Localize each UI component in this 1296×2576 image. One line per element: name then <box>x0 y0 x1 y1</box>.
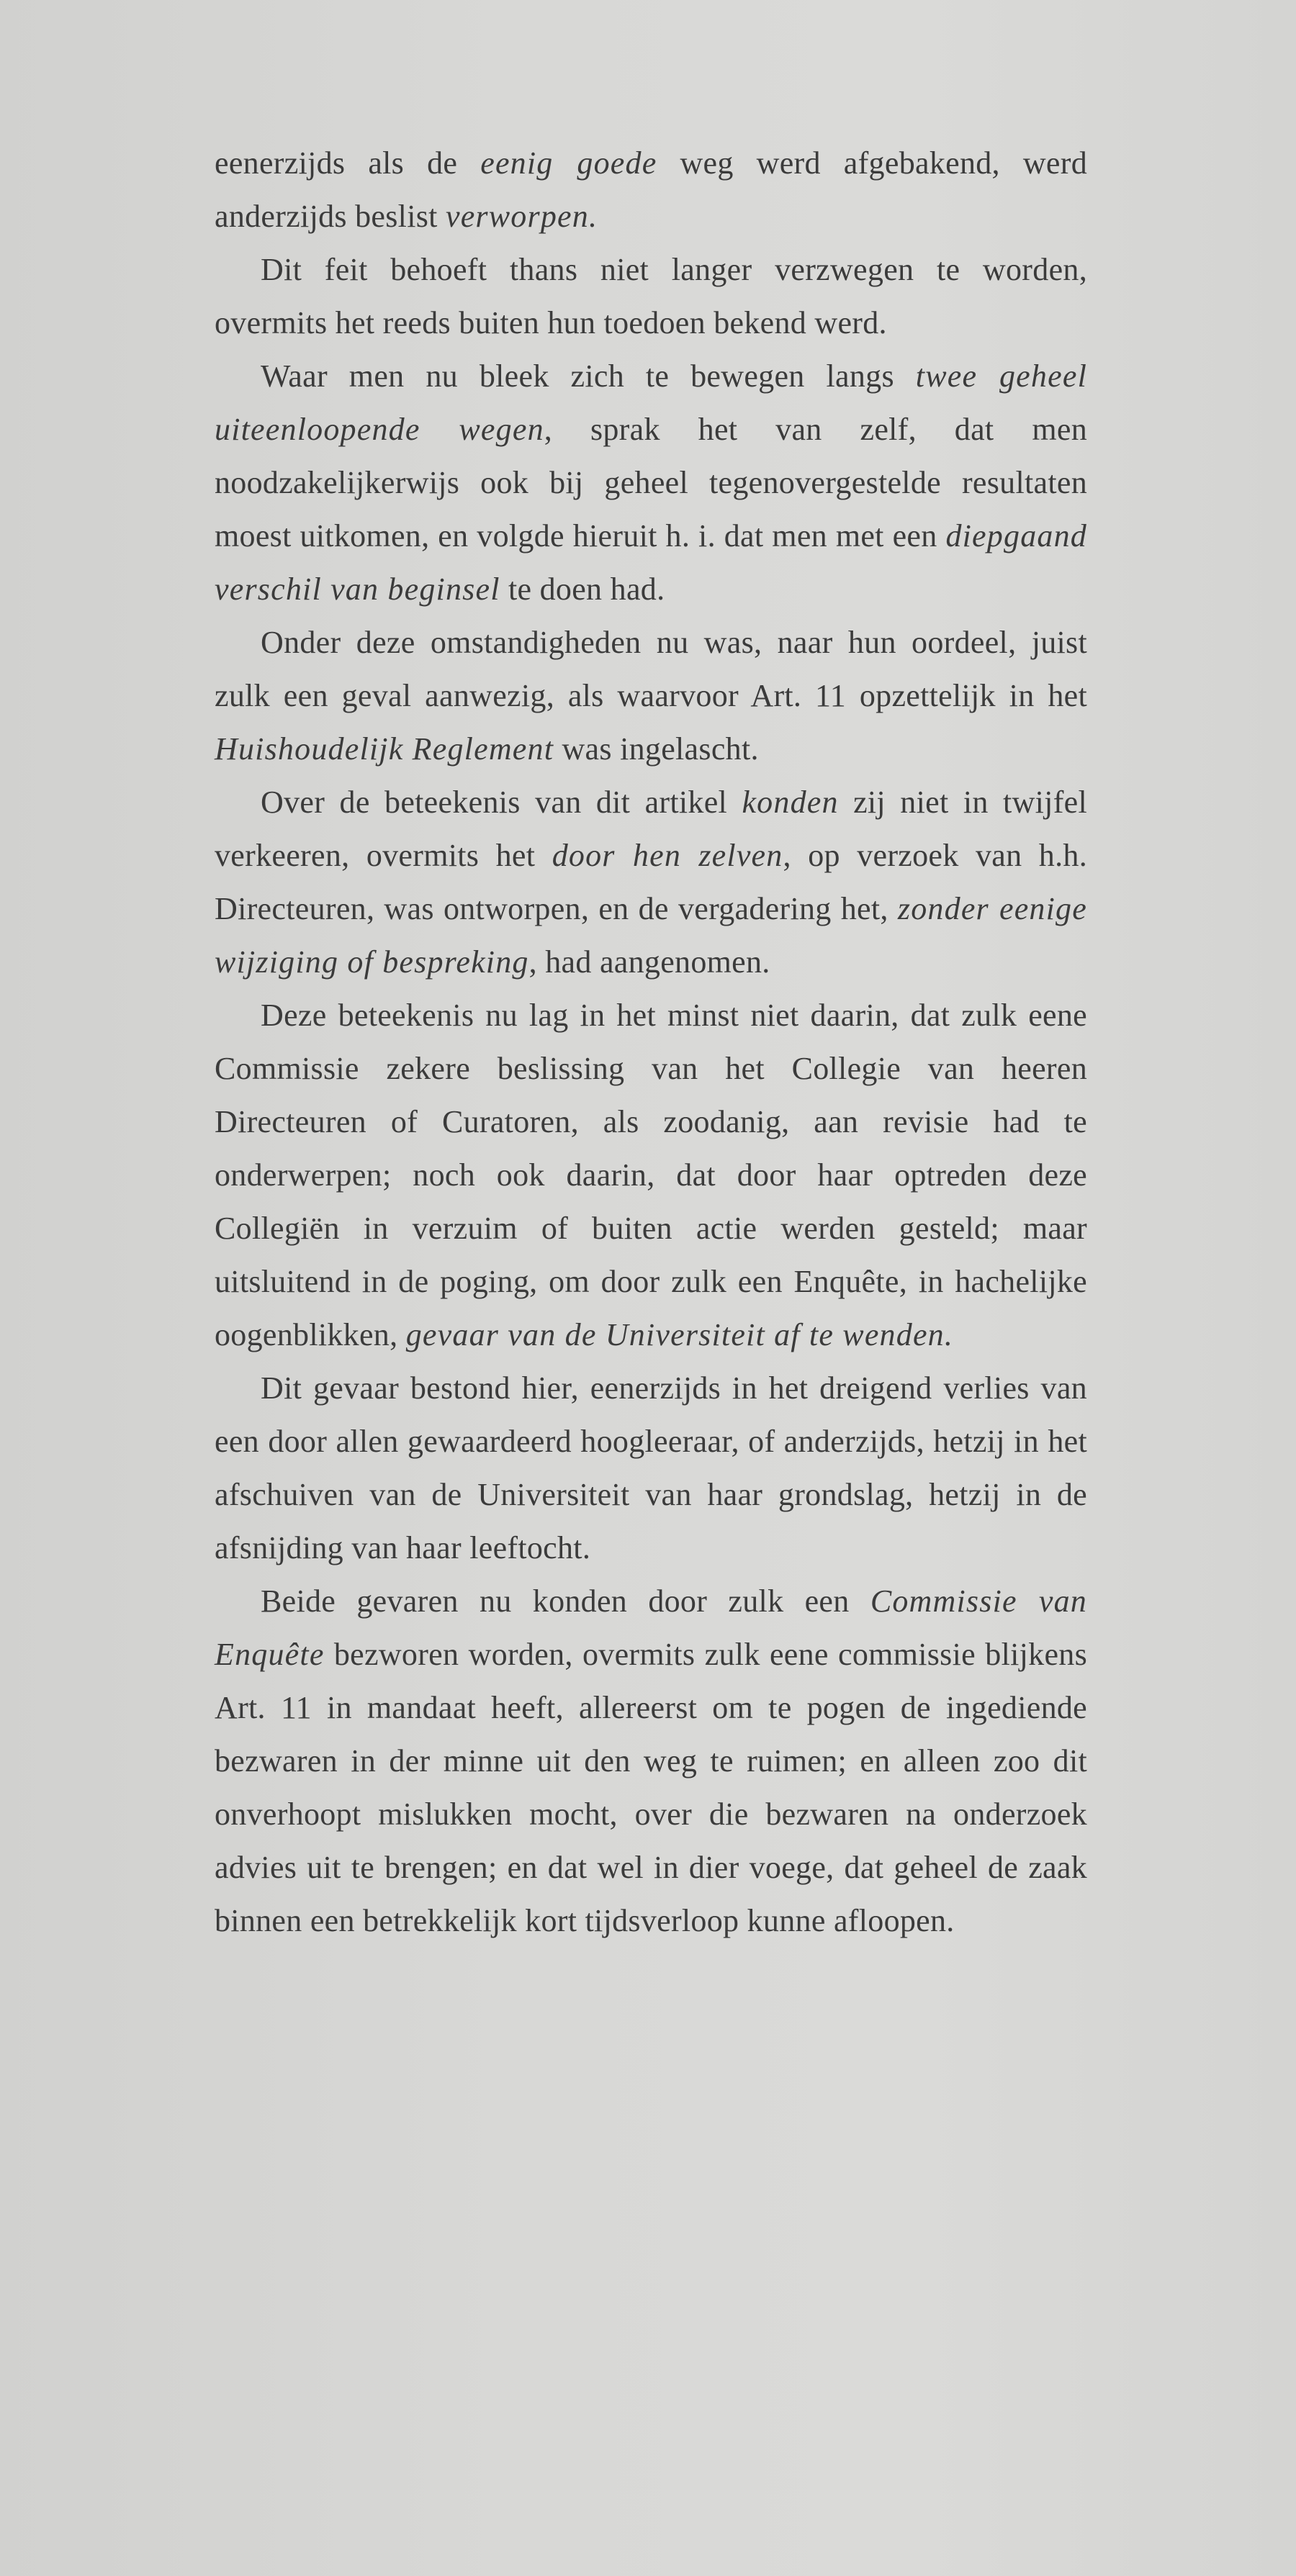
text-segment: Waar men nu bleek zich te bewegen langs <box>261 358 916 394</box>
paragraph-5 <box>215 776 1087 989</box>
text-segment: Dit feit behoeft thans niet langer verzwegen te worden, overmits het reeds buiten hun toedoen bekend werd. <box>215 252 1087 340</box>
italic-segment: verworpen. <box>445 199 598 234</box>
text-segment: , had aangenomen. <box>528 944 770 980</box>
italic-segment: eenig goede <box>480 145 657 181</box>
italic-segment: twee geheel uiteenloopende wegen <box>215 358 1087 447</box>
text-segment: Over de beteekenis van dit artikel <box>261 785 742 820</box>
body-text <box>215 137 1087 1948</box>
text-segment: weg werd afgebakend, werd anderzijds beslist <box>215 145 1087 234</box>
italic-segment: Huishoudelijk Reglement <box>215 731 554 767</box>
paragraph-1 <box>215 137 1087 243</box>
paragraph-6 <box>215 989 1087 1362</box>
italic-segment: door hen zelven <box>552 838 783 873</box>
italic-segment: gevaar van de Universiteit af te wenden. <box>405 1317 954 1352</box>
italic-segment: zonder eenige wijziging of bespreking <box>215 891 1087 980</box>
text-segment: zij niet in twijfel verkeeren, overmits het <box>215 785 1087 873</box>
italic-segment: Commissie van Enquête <box>215 1583 1087 1672</box>
paragraph-7 <box>215 1362 1087 1575</box>
text-segment: bezworen worden, overmits zulk eene commissie blijkens Art. 11 in mandaat heeft, allereerst om te pogen de ingediende bezwaren in der minne uit den weg te ruimen; en alleen zoo dit onverhoopt mislukken mocht, over die bezwaren na onderzoek advies uit te brengen; en dat wel in dier voege, dat geheel de zaak binnen een betrekkelijk kort tijdsverloop kunne afloopen. <box>215 1637 1087 1938</box>
paragraph-4 <box>215 616 1087 776</box>
italic-segment: konden <box>742 785 839 820</box>
text-segment: Beide gevaren nu konden door zulk een <box>261 1583 870 1619</box>
text-segment: Dit gevaar bestond hier, eenerzijds in het dreigend verlies van een door allen gewaardeerd hoogleeraar, of anderzijds, hetzij in het afschuiven van de Universiteit van haar grondslag, hetzij in de afsnijding van haar leeftocht. <box>215 1370 1087 1565</box>
text-segment: , sprak het van zelf, dat men noodzakelijkerwijs ook bij geheel tegenovergestelde resultaten moest uitkomen, en volgde hieruit h. i. dat men met een <box>215 412 1087 553</box>
paragraph-2 <box>215 243 1087 350</box>
paragraph-8 <box>215 1575 1087 1948</box>
text-segment: was ingelascht. <box>554 731 759 767</box>
text-segment: eenerzijds als de <box>215 145 481 181</box>
paragraph-3 <box>215 350 1087 616</box>
text-segment: , op verzoek van h.h. Directeuren, was ontworpen, en de vergadering het, <box>215 838 1087 926</box>
italic-segment: diepgaand verschil van beginsel <box>215 518 1087 607</box>
text-segment: te doen had. <box>500 571 665 607</box>
text-segment: Onder deze omstandigheden nu was, naar hun oordeel, juist zulk een geval aanwezig, als waarvoor Art. 11 opzettelijk in het <box>215 625 1087 713</box>
text-segment: Deze beteekenis nu lag in het minst niet daarin, dat zulk eene Commissie zekere beslissing van het Collegie van heeren Directeuren of Curatoren, als zoodanig, aan revisie had te onderwerpen; noch ook daarin, dat door haar optreden deze Collegiën in verzuim of buiten actie werden gesteld; maar uitsluitend in de poging, om door zulk een Enquête, in hachelijke oogenblikken, <box>215 998 1087 1352</box>
